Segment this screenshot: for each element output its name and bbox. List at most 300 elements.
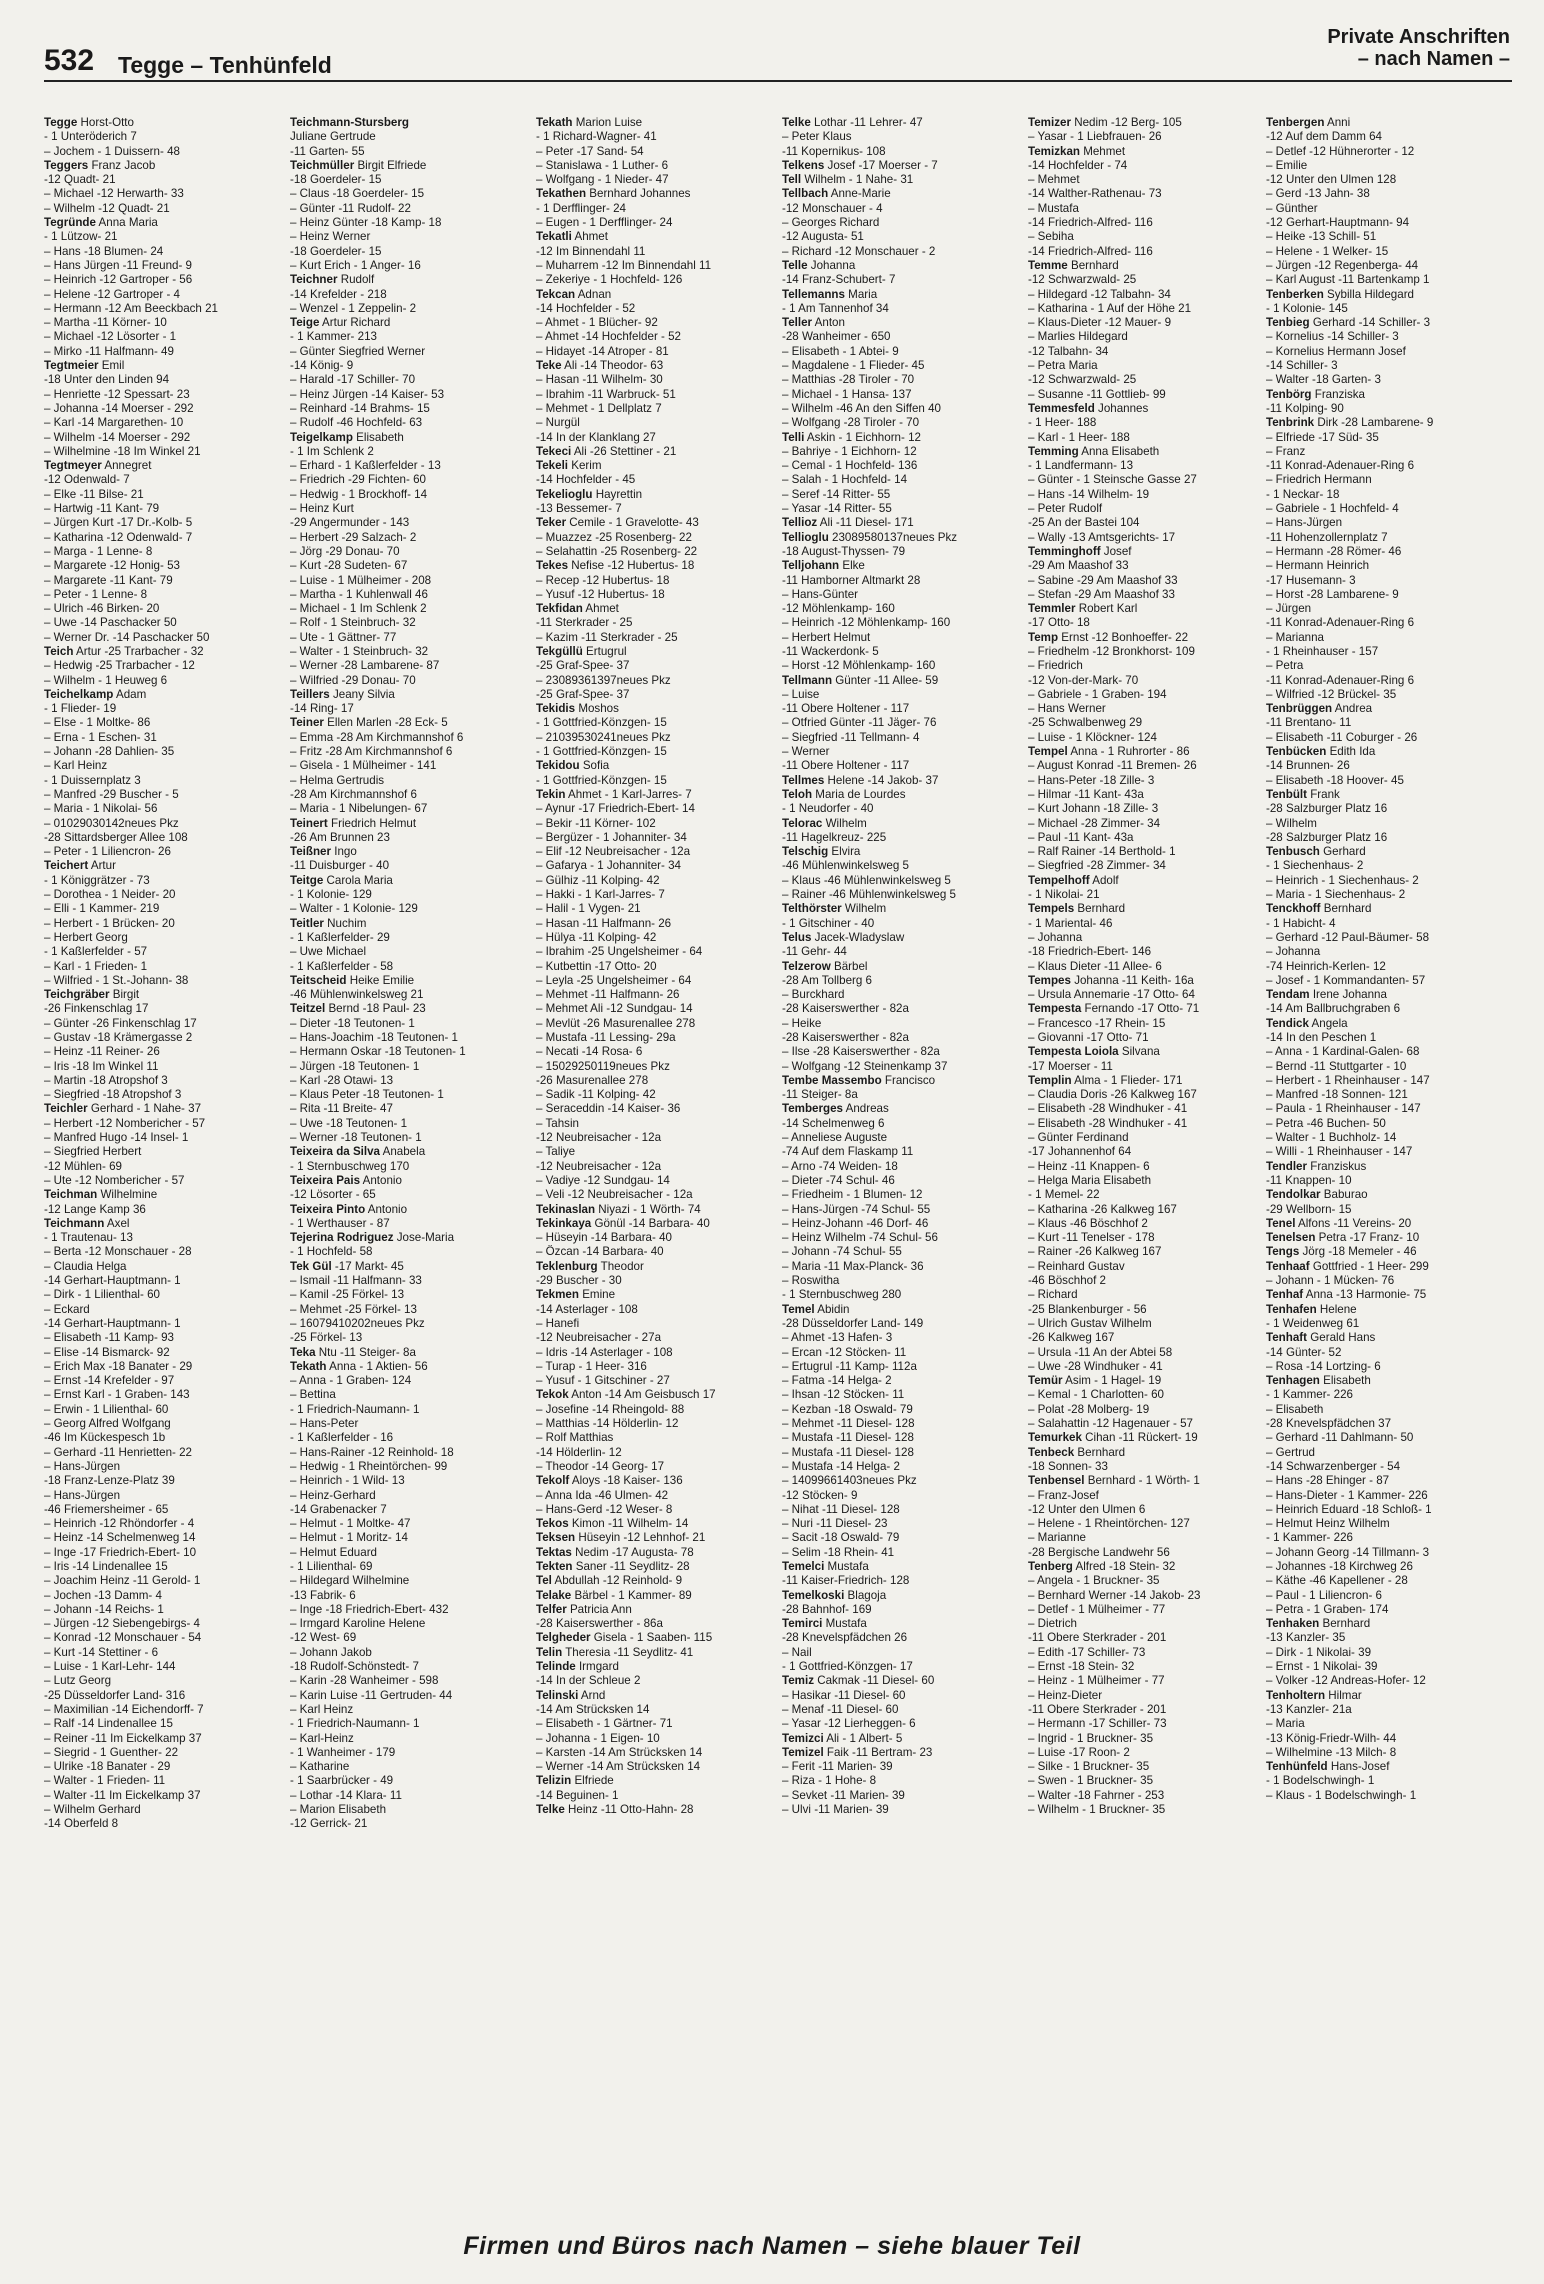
entry-details: Ali -26 Stettiner - 21	[571, 444, 677, 458]
directory-entry	[1266, 559, 1516, 573]
entry-surname: Tellbach	[782, 187, 829, 201]
entry-details: -12 Möhlenkamp- 160	[782, 602, 895, 616]
directory-entry	[536, 1689, 776, 1703]
directory-entry	[290, 1489, 530, 1503]
directory-entry	[782, 1060, 1022, 1074]
entry-details: -11 Garten- 55	[290, 144, 365, 158]
directory-entry	[44, 616, 284, 630]
directory-entry	[44, 931, 284, 945]
entry-surname: Temp	[1028, 630, 1059, 644]
entry-details: -26 Am Brunnen 23	[290, 830, 390, 844]
entry-details: – Bettina	[290, 1388, 336, 1402]
entry-details: Friedrich Helmut	[327, 816, 417, 830]
entry-details: -14 Schelmenweg 6	[782, 1116, 885, 1130]
entry-details: – Karin Luise -11 Gertruden- 44	[290, 1688, 453, 1702]
directory-entry	[290, 1717, 530, 1731]
entry-details: – Rolf Matthias	[536, 1431, 614, 1445]
entry-surname: Telinski	[536, 1688, 579, 1702]
directory-entry	[1266, 1531, 1516, 1545]
directory-entry	[44, 545, 284, 559]
entry-details: Birgit Elfriede	[354, 158, 427, 172]
directory-entry	[536, 902, 776, 916]
directory-entry	[782, 1145, 1022, 1159]
entry-details: Marion Luise	[572, 116, 643, 129]
entry-details: -18 Goerdeler- 15	[290, 173, 382, 187]
directory-entry	[536, 759, 776, 773]
directory-entry	[44, 902, 284, 916]
entry-details: – Jochen -13 Damm- 4	[44, 1588, 162, 1602]
directory-entry	[1028, 288, 1268, 302]
directory-entry	[536, 574, 776, 588]
directory-entry	[536, 1417, 776, 1431]
entry-details: Elisabeth	[1319, 1374, 1371, 1388]
directory-entry	[536, 1031, 776, 1045]
entry-details: - 1 Nikolai- 21	[1028, 888, 1100, 902]
directory-entry	[1266, 1589, 1516, 1603]
entry-details: – Wilhelm	[1266, 816, 1317, 830]
entry-details: – Wilhelm - 1 Bruckner- 35	[1028, 1803, 1166, 1817]
directory-entry	[1028, 445, 1268, 459]
entry-details: – Ertugrul -11 Kamp- 112a	[782, 1359, 917, 1373]
directory-entry	[536, 431, 776, 445]
entry-details: – Herbert -29 Salzach- 2	[290, 530, 417, 544]
directory-entry	[44, 173, 284, 187]
entry-details: – Ralf -14 Lindenallee 15	[44, 1717, 173, 1731]
entry-details: – Hermann Oskar -18 Teutonen- 1	[290, 1045, 466, 1059]
directory-entry	[44, 1817, 284, 1831]
directory-entry	[1266, 1760, 1516, 1774]
directory-entry	[1028, 1560, 1268, 1574]
directory-entry	[1266, 1646, 1516, 1660]
name-range: Tegge – Tenhünfeld	[118, 52, 332, 78]
entry-details: – Gisela - 1 Mülheimer - 141	[290, 759, 437, 773]
directory-entry	[1266, 1774, 1516, 1788]
entry-surname: Teichert	[44, 859, 89, 873]
entry-surname: Tempels	[1028, 902, 1075, 916]
entry-details: – Hans-Peter	[290, 1417, 359, 1431]
entry-details: – Else - 1 Moltke- 86	[44, 716, 151, 730]
entry-details: -12 Neubreisacher - 12a	[536, 1131, 662, 1145]
entry-details: -25 An der Bastei 104	[1028, 516, 1140, 530]
directory-entry	[1028, 574, 1268, 588]
directory-entry	[44, 1531, 284, 1545]
entry-details: – Emma -28 Am Kirchmannshof 6	[290, 730, 464, 744]
directory-entry	[1266, 1403, 1516, 1417]
entry-details: – Wilfried -12 Brückel- 35	[1266, 687, 1397, 701]
entry-details: – Marion Elisabeth	[290, 1803, 387, 1817]
directory-entry	[1028, 745, 1268, 759]
directory-entry	[290, 945, 530, 959]
directory-entry	[1266, 1489, 1516, 1503]
directory-entry	[536, 187, 776, 201]
entry-details: – Luise - 1 Karl-Lehr- 144	[44, 1660, 176, 1674]
entry-details: - 1 Lützow- 21	[44, 230, 118, 244]
entry-surname: Templin	[1028, 1073, 1072, 1087]
entry-details: Franz Jacob	[88, 158, 156, 172]
entry-details: Gerhard - 1 Nahe- 37	[87, 1102, 202, 1116]
entry-details: -11 Duisburger - 40	[290, 859, 390, 873]
entry-details: -11 Sterkrader - 25	[536, 616, 633, 630]
directory-entry	[44, 187, 284, 201]
entry-details: – Karl-Heinz	[290, 1731, 354, 1745]
entry-details: - 1 Sternbuschweg 170	[290, 1159, 410, 1173]
directory-entry	[290, 202, 530, 216]
directory-entry	[782, 245, 1022, 259]
entry-surname: Tenholtern	[1266, 1688, 1326, 1702]
directory-entry	[782, 373, 1022, 387]
directory-entry	[290, 902, 530, 916]
directory-entry	[44, 859, 284, 873]
entry-details: – Wally -13 Amtsgerichts- 17	[1028, 530, 1176, 544]
entry-details: – Ute -12 Nombericher - 57	[44, 1173, 185, 1187]
entry-details: – Heinrich - 1 Siechenhaus- 2	[1266, 873, 1419, 887]
entry-details: – Helmut Eduard	[290, 1545, 377, 1559]
directory-entry	[1266, 802, 1516, 816]
directory-entry	[1266, 1117, 1516, 1131]
entry-details: – Herbert Helmut	[782, 630, 871, 644]
entry-details: Gerald Hans	[1307, 1331, 1376, 1345]
entry-details: – Ahmet -14 Hochfelder - 52	[536, 330, 682, 344]
directory-entry	[290, 159, 530, 173]
directory-entry	[290, 588, 530, 602]
directory-entry	[1266, 245, 1516, 259]
directory-entry	[782, 145, 1022, 159]
entry-details: – Mehmet -11 Diesel- 128	[782, 1417, 915, 1431]
entry-details: - 1 Neckar- 18	[1266, 487, 1340, 501]
entry-details: – Friedheim - 1 Blumen- 12	[782, 1188, 923, 1202]
directory-entry	[290, 1274, 530, 1288]
directory-entry	[44, 1803, 284, 1817]
entry-details: – Rolf - 1 Steinbruch- 32	[290, 616, 416, 630]
entry-details: – Günter -11 Rudolf- 22	[290, 201, 411, 215]
directory-entry	[1028, 702, 1268, 716]
entry-details: -14 Brunnen- 26	[1266, 759, 1350, 773]
entry-surname: Teixeira da Silva	[290, 1145, 381, 1159]
entry-details: – Paul - 1 Liliencron- 6	[1266, 1588, 1382, 1602]
entry-details: – Herbert -12 Nombericher - 57	[44, 1116, 206, 1130]
directory-entry	[1028, 1360, 1268, 1374]
listing-column-3	[536, 116, 776, 2216]
directory-entry	[536, 931, 776, 945]
directory-entry	[1028, 1245, 1268, 1259]
entry-details: – Heinrich -12 Rhöndorfer - 4	[44, 1517, 195, 1531]
entry-details: – Vadiye -12 Sundgau- 14	[536, 1173, 670, 1187]
directory-entry	[536, 1403, 776, 1417]
directory-entry	[1028, 1503, 1268, 1517]
directory-entry	[44, 459, 284, 473]
directory-entry	[1028, 1331, 1268, 1345]
entry-details: – Erich Max -18 Banater - 29	[44, 1359, 193, 1373]
directory-entry	[782, 645, 1022, 659]
directory-entry	[536, 960, 776, 974]
entry-details: -28 Kaiserswerther - 86a	[536, 1617, 663, 1631]
entry-details: – Eckard	[44, 1302, 90, 1316]
entry-details: -11 Kaiser-Friedrich- 128	[782, 1574, 910, 1588]
entry-surname: Tegründe	[44, 216, 96, 230]
entry-details: – Gülhiz -11 Kolping- 42	[536, 873, 660, 887]
entry-details: -12 Unter den Ulmen 128	[1266, 173, 1397, 187]
entry-details: – Seref -14 Ritter- 55	[782, 487, 891, 501]
entry-details: – Ernst Karl - 1 Graben- 143	[44, 1388, 190, 1402]
directory-entry	[290, 1746, 530, 1760]
entry-details: – Gafarya - 1 Johanniter- 34	[536, 859, 682, 873]
entry-surname: Tekfidan	[536, 602, 583, 616]
entry-details: – Margarete -12 Honig- 53	[44, 559, 180, 573]
entry-details: – Hasan -11 Halfmann- 26	[536, 916, 672, 930]
entry-surname: Tekinkaya	[536, 1216, 592, 1230]
directory-entry	[536, 502, 776, 516]
directory-entry	[44, 202, 284, 216]
directory-entry	[1028, 230, 1268, 244]
directory-entry	[1028, 602, 1268, 616]
entry-details: – Berta -12 Monschauer - 28	[44, 1245, 192, 1259]
directory-entry	[1266, 931, 1516, 945]
entry-details: – Johanna	[1266, 945, 1321, 959]
entry-details: – Peter Rudolf	[1028, 502, 1103, 516]
entry-details: Horst-Otto	[77, 116, 134, 129]
entry-details: – Ernst - 1 Nikolai- 39	[1266, 1660, 1378, 1674]
entry-details: – Johann -74 Schul- 55	[782, 1245, 902, 1259]
directory-entry	[44, 1160, 284, 1174]
entry-details: -12 Lange Kamp 36	[44, 1202, 146, 1216]
entry-surname: Teloh	[782, 787, 813, 801]
entry-details: – Yasar -14 Ritter- 55	[782, 502, 892, 516]
entry-details: – Halil - 1 Vygen- 21	[536, 902, 641, 916]
directory-entry	[1266, 1717, 1516, 1731]
entry-details: – Jürgen -12 Siebengebirgs- 4	[44, 1617, 200, 1631]
directory-entry	[782, 1131, 1022, 1145]
directory-entry	[290, 345, 530, 359]
entry-details: -25 Schwalbenweg 29	[1028, 716, 1143, 730]
entry-details: - 1 Kammer- 226	[1266, 1531, 1353, 1545]
entry-details: -12 Augusta- 51	[782, 230, 864, 244]
entry-surname: Tekolf	[536, 1474, 570, 1488]
entry-details: -14 Franz-Schubert- 7	[782, 273, 896, 287]
directory-entry	[1028, 845, 1268, 859]
directory-entry	[536, 488, 776, 502]
directory-entry	[1028, 1689, 1268, 1703]
entry-details: – Kamil -25 Förkel- 13	[290, 1288, 405, 1302]
entry-details: – Heinz -14 Schelmenweg 14	[44, 1531, 196, 1545]
directory-entry	[536, 1732, 776, 1746]
entry-details: – Maria - 1 Siechenhaus- 2	[1266, 888, 1406, 902]
directory-entry	[1028, 1274, 1268, 1288]
entry-details: – Heike	[782, 1016, 822, 1030]
entry-surname: Tenbusch	[1266, 845, 1320, 859]
entry-details: – Leyla -25 Ungelsheimer - 64	[536, 973, 692, 987]
entry-surname: Temizci	[782, 1731, 824, 1745]
entry-surname: Tel	[536, 1574, 552, 1588]
directory-entry	[1266, 874, 1516, 888]
directory-entry	[290, 187, 530, 201]
entry-details: - 1 Rheinhauser - 157	[1266, 644, 1379, 658]
entry-details: – Elisabeth -18 Hoover- 45	[1266, 773, 1404, 787]
entry-details: Elvira	[828, 845, 861, 859]
directory-entry	[1266, 1060, 1516, 1074]
directory-entry	[290, 502, 530, 516]
directory-entry	[782, 988, 1022, 1002]
directory-entry	[1028, 1117, 1268, 1131]
entry-details: – Hanefi	[536, 1316, 580, 1330]
entry-details: Alma - 1 Flieder- 171	[1071, 1073, 1183, 1087]
directory-entry	[782, 1674, 1022, 1688]
entry-surname: Tenhaf	[1266, 1288, 1304, 1302]
directory-entry	[290, 574, 530, 588]
directory-entry	[44, 559, 284, 573]
entry-surname: Telle	[782, 258, 808, 272]
entry-details: – Heinrich Eduard -18 Schloß- 1	[1266, 1502, 1432, 1516]
entry-surname: Temelkoski	[782, 1588, 845, 1602]
entry-details: – Lothar -14 Klara- 11	[290, 1788, 402, 1802]
entry-details: – Hans-Dieter - 1 Kammer- 226	[1266, 1488, 1428, 1502]
directory-entry	[44, 145, 284, 159]
entry-surname: Tegtmeyer	[44, 459, 102, 473]
directory-entry	[536, 1760, 776, 1774]
directory-entry	[536, 1245, 776, 1259]
entry-details: – Michael - 1 Hansa- 137	[782, 387, 912, 401]
directory-entry	[1266, 1431, 1516, 1445]
directory-entry	[782, 187, 1022, 201]
entry-details: -25 Düsseldorfer Land- 316	[44, 1688, 186, 1702]
directory-entry	[1266, 259, 1516, 273]
entry-details: – Swen - 1 Bruckner- 35	[1028, 1774, 1154, 1788]
entry-surname: Telljohann	[782, 559, 840, 573]
directory-entry	[44, 302, 284, 316]
entry-details: – Kurt Johann -18 Zille- 3	[1028, 802, 1159, 816]
directory-entry	[290, 1174, 530, 1188]
entry-details: – Klaus -46 Mühlenwinkelsweg 5	[782, 873, 951, 887]
directory-entry	[536, 802, 776, 816]
entry-details: – Kurt -11 Tenelser - 178	[1028, 1231, 1155, 1245]
entry-details: Artur -25 Trarbacher - 32	[73, 644, 204, 658]
directory-entry	[1028, 1203, 1268, 1217]
entry-details: -14 Hölderlin- 12	[536, 1445, 622, 1459]
directory-entry	[290, 302, 530, 316]
directory-entry	[1266, 1388, 1516, 1402]
directory-entry	[1266, 288, 1516, 302]
entry-details: – Günther	[1266, 201, 1318, 215]
entry-surname: Temmesfeld	[1028, 401, 1095, 415]
directory-entry	[1266, 845, 1516, 859]
entry-details: – Wilfried - 1 St.-Johann- 38	[44, 973, 189, 987]
entry-details: Irmgard	[575, 1660, 619, 1674]
entry-details: - 1 Kaßlerfelder - 16	[290, 1431, 394, 1445]
entry-details: - 1 Mariental- 46	[1028, 916, 1113, 930]
directory-entry	[44, 1760, 284, 1774]
entry-details: – Jürgen	[1266, 602, 1312, 616]
entry-details: – Helmut Heinz Wilhelm	[1266, 1517, 1390, 1531]
directory-entry	[290, 1417, 530, 1431]
directory-entry	[536, 230, 776, 244]
directory-entry	[536, 445, 776, 459]
entry-details: Nedim -12 Berg- 105	[1070, 116, 1182, 129]
entry-details: – Elisabeth - 1 Gärtner- 71	[536, 1717, 673, 1731]
entry-details: - 1 Trautenau- 13	[44, 1231, 133, 1245]
directory-entry	[782, 388, 1022, 402]
directory-entry	[1266, 273, 1516, 287]
entry-details: – Michael -12 Lösorter - 1	[44, 330, 177, 344]
directory-entry	[1266, 416, 1516, 430]
directory-entry	[536, 1260, 776, 1274]
directory-entry	[536, 545, 776, 559]
entry-details: - 1 Saarbrücker - 49	[290, 1774, 394, 1788]
directory-entry	[536, 359, 776, 373]
directory-entry	[1028, 402, 1268, 416]
entry-details: – Johann Jakob	[290, 1645, 372, 1659]
entry-details: Anna - 1 Aktien- 56	[326, 1359, 428, 1373]
directory-entry	[782, 874, 1022, 888]
entry-details: – Petra Maria	[1028, 359, 1098, 373]
directory-entry	[1028, 1231, 1268, 1245]
entry-details: – Ernst -18 Stein- 32	[1028, 1660, 1135, 1674]
directory-entry	[782, 702, 1022, 716]
entry-details: -46 Friemersheimer - 65	[44, 1502, 169, 1516]
entry-details: – Angela - 1 Bruckner- 35	[1028, 1574, 1160, 1588]
entry-details: – Claudia Helga	[44, 1259, 127, 1273]
directory-entry	[44, 1388, 284, 1402]
directory-entry	[782, 1446, 1022, 1460]
entry-surname: Tendolkar	[1266, 1188, 1321, 1202]
directory-entry	[782, 1489, 1022, 1503]
entry-details: – Anna Ida -46 Ulmen- 42	[536, 1488, 669, 1502]
entry-surname: Tellmann	[782, 673, 833, 687]
directory-entry	[290, 917, 530, 931]
entry-details: - 1 Richard-Wagner- 41	[536, 130, 657, 144]
entry-surname: Teller	[782, 316, 813, 330]
entry-details: -46 Im Kückespesch 1b	[44, 1431, 166, 1445]
directory-entry	[44, 802, 284, 816]
directory-entry	[1028, 1145, 1268, 1159]
entry-surname: Teiner	[290, 716, 324, 730]
entry-details: – Peter - 1 Liliencron- 26	[44, 845, 171, 859]
entry-details: – Hülya -11 Kolping- 42	[536, 930, 657, 944]
entry-details: – Lutz Georg	[44, 1674, 112, 1688]
entry-details: -28 Bergische Landwehr 56	[1028, 1545, 1170, 1559]
entry-details: -18 August-Thyssen- 79	[782, 544, 906, 558]
directory-entry	[290, 960, 530, 974]
entry-details: – Hermann Heinrich	[1266, 559, 1370, 573]
directory-entry	[782, 888, 1022, 902]
directory-entry	[782, 288, 1022, 302]
directory-entry	[782, 416, 1022, 430]
entry-surname: Teitler	[290, 916, 324, 930]
directory-entry	[1028, 888, 1268, 902]
entry-details: – Dietrich	[1028, 1617, 1077, 1631]
entry-details: – Heinz-Dieter	[1028, 1688, 1103, 1702]
entry-details: Cakmak -11 Diesel- 60	[814, 1674, 935, 1688]
directory-entry	[290, 974, 530, 988]
entry-details: – Heinz Kurt	[290, 502, 354, 516]
entry-details: – Arno -74 Weiden- 18	[782, 1159, 898, 1173]
directory-entry	[782, 1217, 1022, 1231]
directory-entry	[536, 1717, 776, 1731]
directory-entry	[44, 1603, 284, 1617]
directory-entry	[44, 974, 284, 988]
entry-details: – Walter -11 Im Eickelkamp 37	[44, 1788, 201, 1802]
directory-entry	[1266, 902, 1516, 916]
directory-entry	[1266, 388, 1516, 402]
directory-entry	[782, 259, 1022, 273]
entry-surname: Tekcan	[536, 287, 576, 301]
directory-entry	[290, 288, 530, 302]
directory-entry	[290, 1245, 530, 1259]
directory-entry	[290, 1188, 530, 1202]
entry-details: Antonio	[365, 1202, 408, 1216]
entry-details: – Karl - 1 Frieden- 1	[44, 959, 148, 973]
entry-surname: Tekelioglu	[536, 487, 593, 501]
entry-details: -11 Konrad-Adenauer-Ring 6	[1266, 459, 1415, 473]
entry-details: Sofia	[579, 759, 610, 773]
